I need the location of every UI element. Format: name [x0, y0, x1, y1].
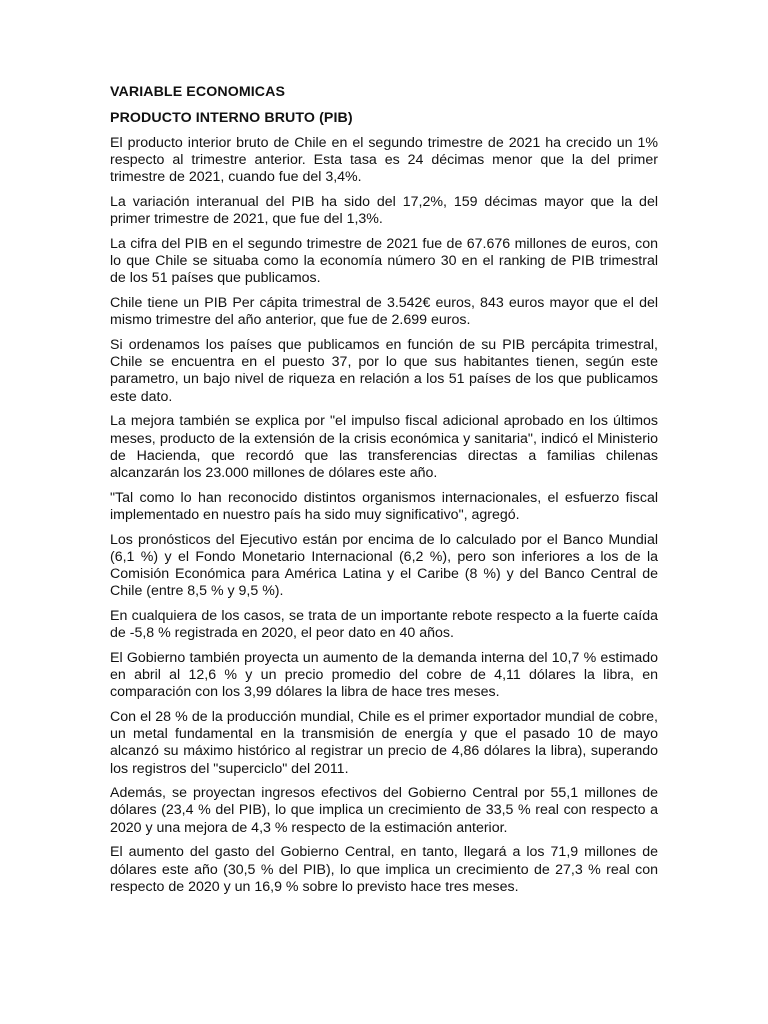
paragraph: En cualquiera de los casos, se trata de un importante rebote respecto a la fuerte caída de -5,8 % registrada en 2020, el peor dato en 40 años. [110, 607, 658, 642]
paragraph: Chile tiene un PIB Per cápita trimestral de 3.542€ euros, 843 euros mayor que el del mismo trimestre del año anterior, que fue de 2.699 euros. [110, 295, 658, 329]
paragraph: La cifra del PIB en el segundo trimestre de 2021 fue de 67.676 millones de euros, con lo que Chile se situaba como la economía número 30 en el ranking de PIB trimestral de los 51 países que publicamos. [110, 236, 658, 287]
paragraph: Si ordenamos los países que publicamos en función de su PIB percápita trimestral, Chile se encuentra en el puesto 37, por lo que sus habitantes tienen, según este parametro, un bajo nivel de riqueza en relación a los 51 países de los que publicamos este dato. [110, 337, 658, 405]
document-title: VARIABLE ECONOMICAS [110, 84, 286, 100]
paragraph: "Tal como lo han reconocido distintos organismos internacionales, el esfuerzo fiscal implementado en nuestro país ha sido muy significativo", agregó. [110, 489, 658, 523]
section-heading: PRODUCTO INTERNO BRUTO (PIB) [110, 109, 353, 126]
paragraph: Los pronósticos del Ejecutivo están por encima de lo calculado por el Banco Mundial (6,1 %) y el Fondo Monetario Internacional (6,2 %), pero son inferiores a los de la Comisión Económica para América Latina y el Caribe (8 %) y del Banco Central de Chile (entre 8,5 % y 9,5 %). [110, 531, 658, 600]
paragraph: El aumento del gasto del Gobierno Central, en tanto, llegará a los 71,9 millones de dólares este año (30,5 % del PIB), lo que implica un crecimiento de 27,3 % real con respecto de 2020 y un 16,9 % sobre lo previsto hace tres meses. [110, 844, 658, 895]
paragraph: Con el 28 % de la producción mundial, Chile es el primer exportador mundial de cobre, un metal fundamental en la transmisión de energía y que el pasado 10 de mayo alcanzó su máximo histórico al registrar un precio de 4,86 dólares la libra), superando los registros del "superciclo" del 2011. [110, 708, 658, 777]
paragraph: El Gobierno también proyecta un aumento de la demanda interna del 10,7 % estimado en abril al 12,6 % y un precio promedio del cobre de 4,11 dólares la libra, en comparación con los 3,99 dólares la libra de hace tres meses. [110, 649, 658, 701]
paragraph: La variación interanual del PIB ha sido del 17,2%, 159 décimas mayor que la del primer trimestre de 2021, que fue del 1,3%. [110, 194, 658, 228]
paragraph: La mejora también se explica por "el impulso fiscal adicional aprobado en los últimos meses, producto de la extensión de la crisis económica y sanitaria", indicó el Ministerio de Hacienda, que recordó que las transferencias directas a familias chilenas alcanzarán los 23.000 millones de dólares este año. [110, 413, 658, 481]
paragraph: El producto interior bruto de Chile en el segundo trimestre de 2021 ha crecido un 1% respecto al trimestre anterior. Esta tasa es 24 décimas menor que la del primer trimestre de 2021, cuando fue del 3,4%. [110, 135, 658, 186]
paragraph: Además, se proyectan ingresos efectivos del Gobierno Central por 55,1 millones de dólares (23,4 % del PIB), lo que implica un crecimiento de 33,5 % real con respecto a 2020 y una mejora de 4,3 % respecto de la estimación anterior. [110, 785, 658, 836]
document-page [110, 84, 658, 903]
